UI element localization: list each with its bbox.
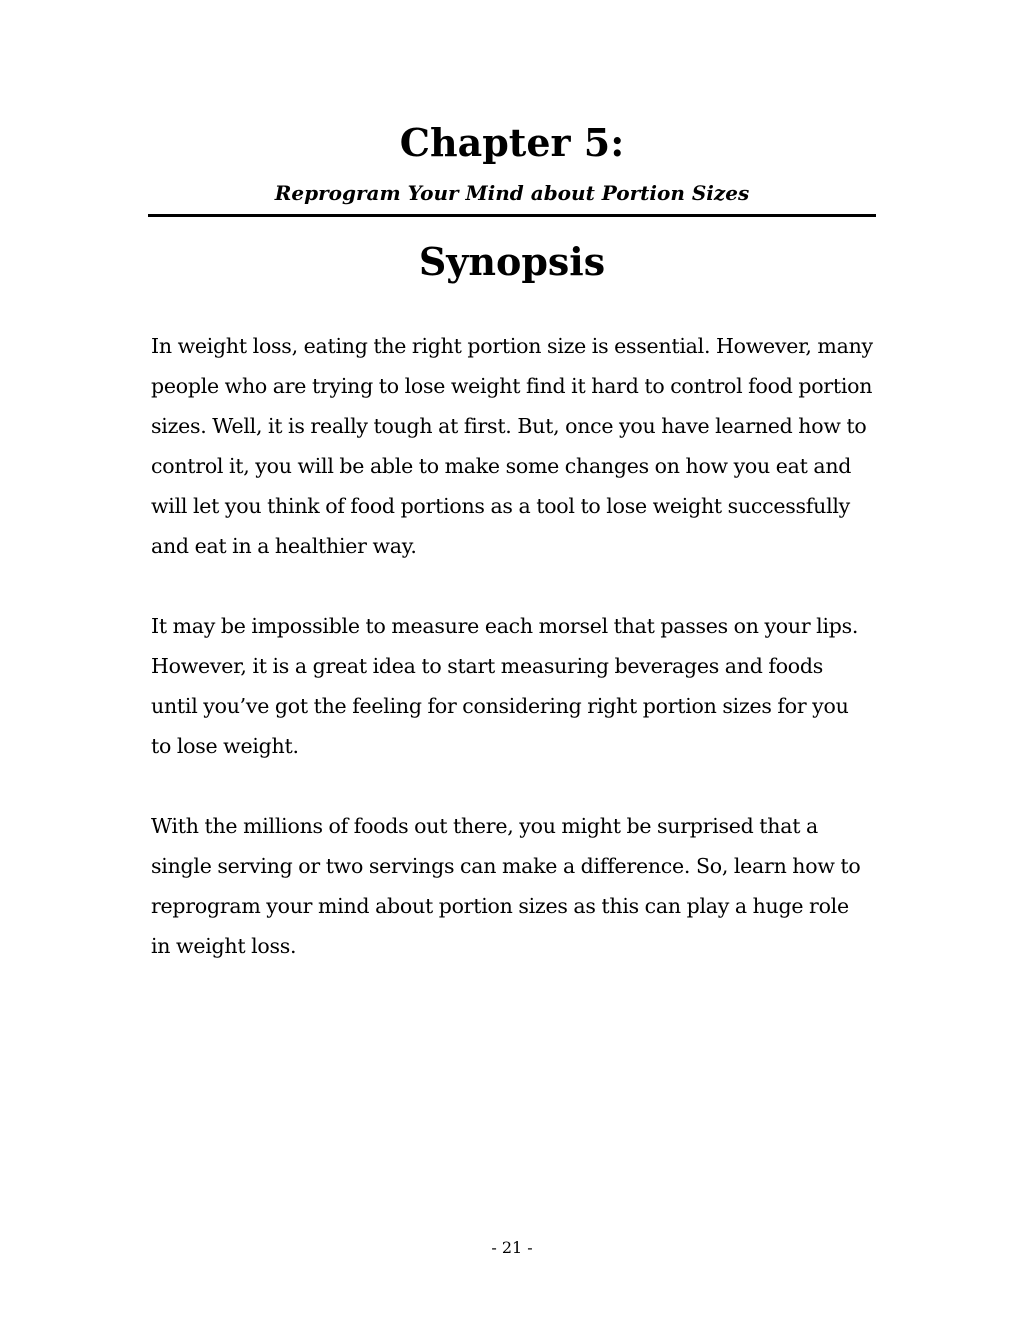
- body-text: [151, 326, 873, 1006]
- title-divider: [148, 214, 876, 217]
- page-number: - 21 -: [491, 1238, 533, 1257]
- chapter-subtitle: Reprogram Your Mind about Portion Sizes: [274, 181, 750, 205]
- section-heading: Synopsis: [418, 239, 606, 284]
- paragraph: With the millions of foods out there, you might be surprised that a single serving or two servings can make a difference. So, learn how to reprogram your mind about portion sizes as this can play a huge role in weight loss.: [151, 814, 861, 958]
- chapter-title: Chapter 5:: [399, 120, 625, 165]
- paragraph: In weight loss, eating the right portion size is essential. However, many people who are trying to lose weight find it hard to control food portion sizes. Well, it is really tough at first. But, once you have learned how to control it, you will be able to make some changes on how you eat and will let you think of food portions as a tool to lose weight successfully and eat in a healthier way.: [151, 334, 873, 558]
- paragraph: It may be impossible to measure each morsel that passes on your lips. However, it is a great idea to start measuring beverages and foods until you’ve got the feeling for considering right portion sizes for you to lose weight.: [151, 614, 859, 758]
